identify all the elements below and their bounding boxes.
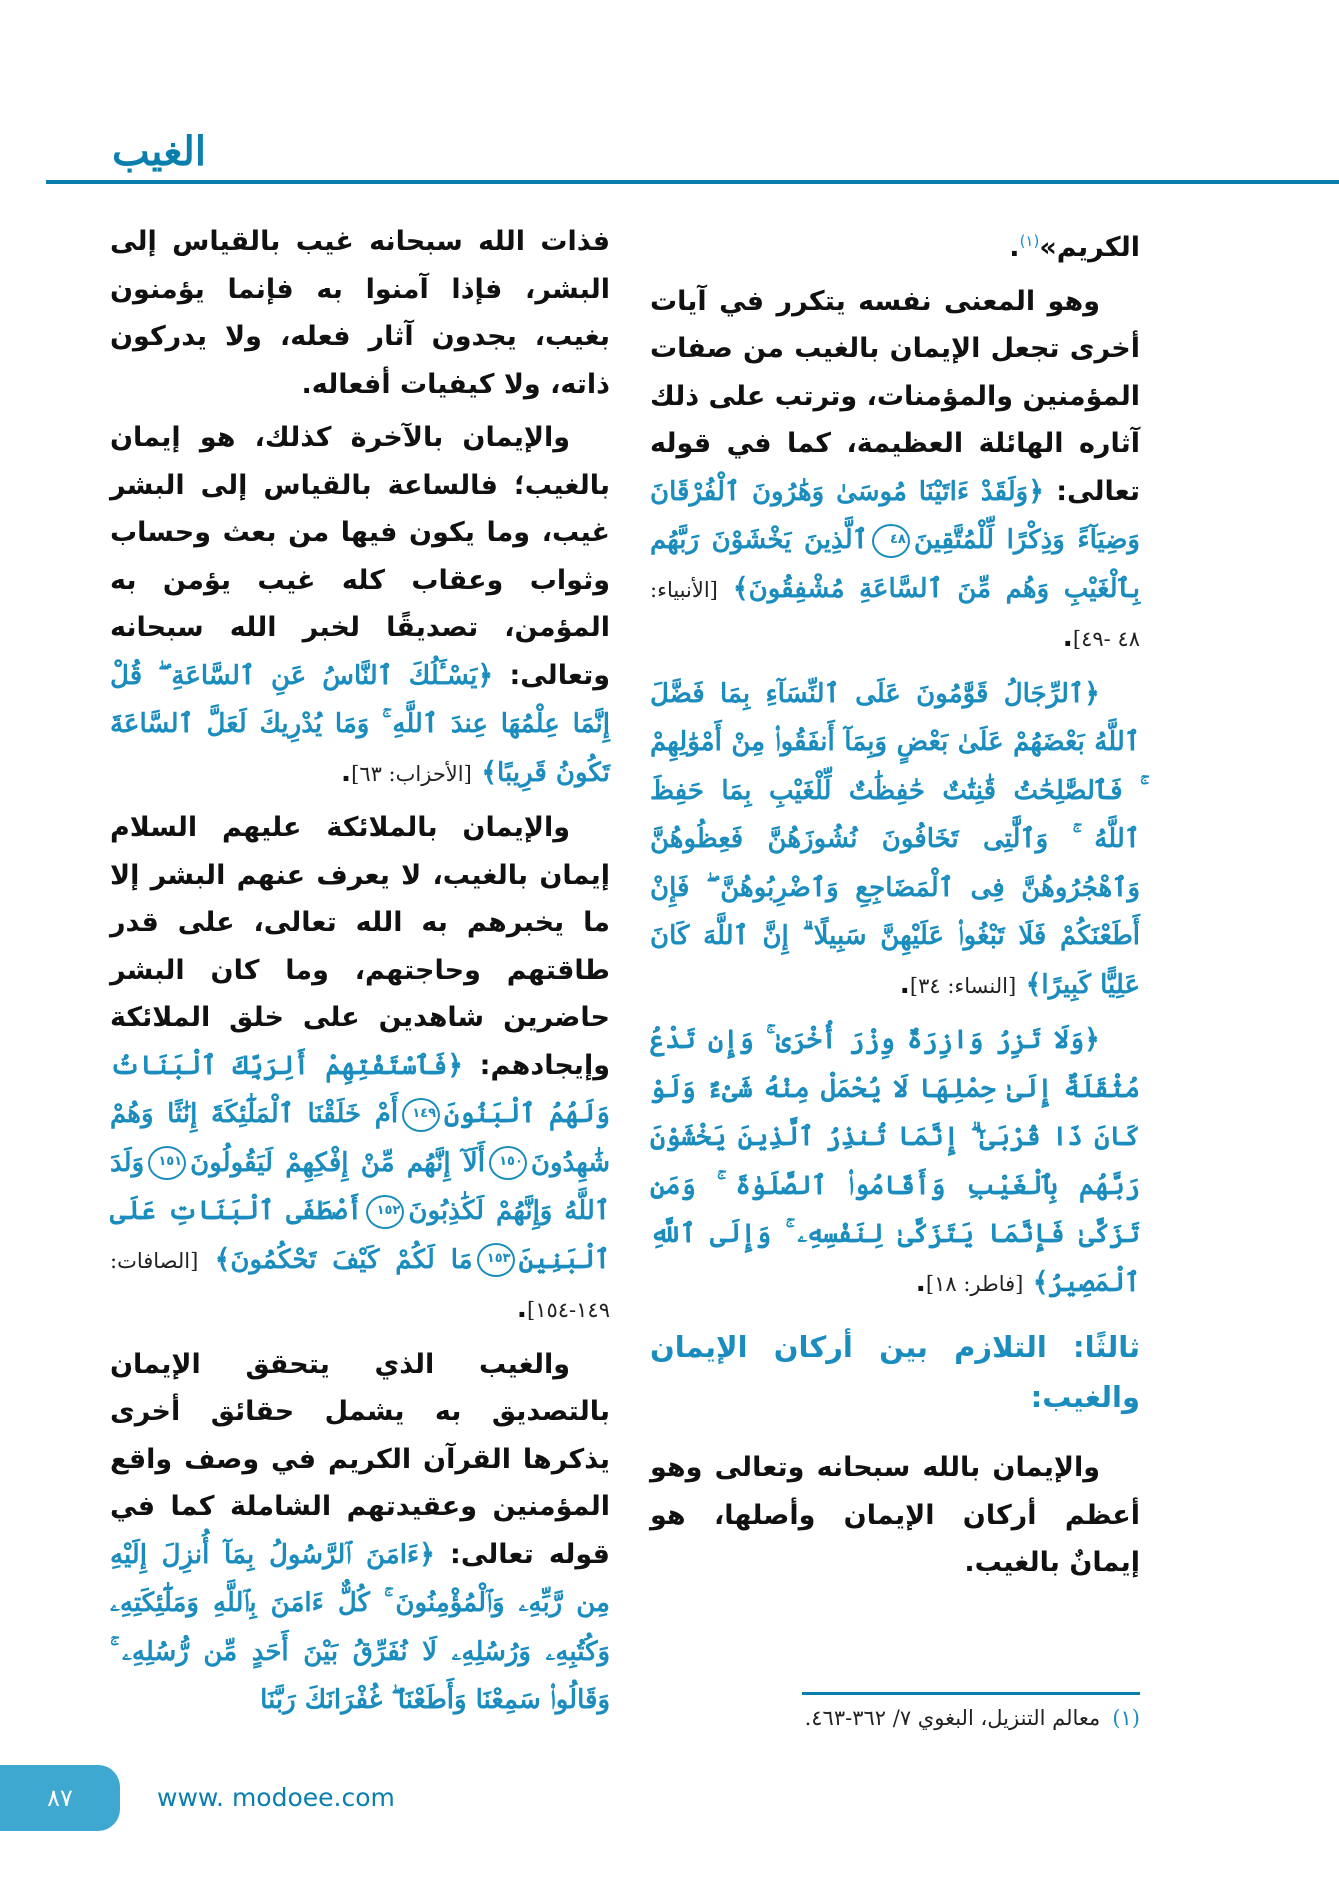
ornate-bracket-open-icon: ﴿ [1084, 1024, 1100, 1055]
paragraph [110, 414, 610, 798]
page-number-badge: ٨٧ [0, 1765, 120, 1831]
ayah-number-marker: ١٥٢ [366, 1195, 404, 1229]
ayah-number-marker: ١٥١ [148, 1146, 186, 1180]
ornate-bracket-close-icon: ﴾ [1025, 968, 1042, 1000]
quran-verse: أَمْ خَلَقْنَا ٱلْمَلَٰٓئِكَةَ إِنَٰثًا وَهُمْ شَٰهِدُونَ [110, 1099, 610, 1178]
period: . [899, 968, 910, 1000]
footnote-text: معالم التنزيل، البغوي ٧/ ٣٦٢-٤٦٣. [804, 1706, 1101, 1730]
ornate-bracket-open-icon: ﴿ [1028, 475, 1045, 507]
header-divider [46, 180, 1339, 184]
verse-reference: [الصافات: ١٤٩-١٥٤] [110, 1248, 610, 1322]
verse-reference: [النساء: ٣٤] [909, 973, 1017, 998]
left-column [110, 218, 610, 1731]
ornate-bracket-close-icon: ﴾ [481, 756, 498, 788]
paragraph-text: والإيمان بالملائكة عليهم السلام إيمان بالغيب، لا يعرف عنهم البشر إلا ما يخبرهم به الله تعالى، على قدر طاقتهم وحاجتهم، وما كان البشر حاضرين شاهدين على خلق الملائكة وإيجادهم: [110, 812, 610, 1081]
ornate-bracket-close-icon: ﴾ [732, 572, 749, 604]
quran-verse: ٱلرِّجَالُ قَوَّٰمُونَ عَلَى ٱلنِّسَآءِ بِمَا فَضَّلَ ٱللَّهُ بَعْضَهُمْ عَلَىٰ بَعْضٍ وَبِمَآ أَنفَقُوا۟ مِنْ أَمْوَٰلِهِمْ ۚ فَٱلصَّٰلِحَٰتُ قَٰنِتَٰتٌ حَٰفِظَٰتٌ لِّلْغَيْبِ بِمَا حَفِظَ ٱللَّهُ ۚ وَٱلَّٰتِى تَخَافُونَ نُشُوزَهُنَّ فَعِظُوهُنَّ وَٱهْجُرُوهُنَّ فِى ٱلْمَضَاجِعِ وَٱضْرِبُوهُنَّ ۖ فَإِنْ أَطَعْنَكُمْ فَلَا تَبْغُوا۟ عَلَيْهِنَّ سَبِيلًا ۗ إِنَّ ٱللَّهَ كَانَ عَلِيًّا كَبِيرًا [650, 678, 1140, 1000]
ayah-number-marker: ٤٨ [872, 524, 910, 558]
verse-reference: [الأنبياء: ٤٨ -٤٩] [650, 577, 1140, 651]
verse-reference: [فاطر: ١٨] [925, 1271, 1024, 1296]
ayah-number-marker: ١٥٣ [477, 1243, 515, 1277]
quran-verse: وَلَا تَزِرُ وَازِرَةٌ وِزْرَ أُخْرَىٰ ۚ وَإِن تَدْعُ مُثْقَلَةٌ إِلَىٰ حِمْلِهَا لَا يُحْمَلْ مِنْهُ شَىْءٌ وَلَوْ كَانَ ذَا قُرْبَىٰٓ ۗ إِنَّمَا تُنذِرُ ٱلَّذِينَ يَخْشَوْنَ رَبَّهُم بِٱلْغَيْبِ وَأَقَامُوا۟ ٱلصَّلَوٰةَ ۚ وَمَن تَزَكَّىٰ فَإِنَّمَا يَتَزَكَّىٰ لِنَفْسِهِۦ ۚ وَإِلَى ٱللَّهِ ٱلْمَصِيرُ [650, 1025, 1140, 1298]
paragraph [650, 218, 1140, 272]
quran-verse: فَٱسْتَفْتِهِمْ أَلِرَبِّكَ ٱلْبَنَاتُ وَلَهُمُ ٱلْبَنُونَ [110, 1050, 610, 1129]
paragraph [650, 670, 1140, 1011]
paragraph: والإيمان بالله سبحانه وتعالى وهو أعظم أركان الإيمان وأصلها، هو إيمانٌ بالغيب. [650, 1452, 1140, 1578]
ornate-bracket-close-icon: ﴾ [214, 1243, 231, 1275]
ornate-bracket-close-icon: ﴾ [1032, 1266, 1049, 1298]
verse-reference: [الأحزاب: ٦٣] [351, 761, 472, 786]
ayah-number-marker: ١٤٩ [402, 1098, 440, 1132]
ayah-number-marker: ١٥٠ [489, 1146, 527, 1180]
period: . [340, 756, 352, 788]
section-heading: ثالثًا: التلازم بين أركان الإيمان والغيب: [650, 1330, 1140, 1414]
period: . [516, 1293, 527, 1324]
paragraph [110, 1341, 610, 1725]
page-header-title: الغيب [112, 128, 206, 175]
footnote-reference[interactable]: (١) [1019, 232, 1040, 250]
paragraph-text: وهو المعنى نفسه يتكرر في آيات أخرى تجعل الإيمان بالغيب من صفات المؤمنين والمؤمنات، وترتب على ذلك آثاره الهائلة العظيمة، كما في قوله تعالى: [650, 285, 1140, 507]
period: . [1062, 622, 1073, 653]
quran-verse: وَلَقَدْ ءَاتَيْنَا مُوسَىٰ وَهَٰرُونَ ٱلْفُرْقَانَ وَضِيَآءً وَذِكْرًا لِّلْمُتَّقِينَ [650, 476, 1140, 555]
quran-verse: أَصْطَفَى ٱلْبَنَاتِ عَلَى ٱلْبَنِينَ [110, 1196, 610, 1275]
footnote [650, 1706, 1140, 1730]
ornate-bracket-open-icon: ﴿ [447, 1049, 464, 1081]
paragraph [110, 804, 610, 1335]
paragraph-text: الكريم» [1039, 232, 1140, 263]
ornate-bracket-open-icon: ﴿ [477, 659, 494, 691]
paragraph [650, 278, 1140, 664]
ornate-bracket-open-icon: ﴿ [419, 1538, 435, 1570]
period: . [915, 1266, 926, 1298]
paragraph-text: والإيمان بالآخرة كذلك، هو إيمان بالغيب؛ فالساعة بالقياس إلى البشر غيب، وما يكون فيها من بعث وحساب وثواب وعقاب كله غيب يؤمن به المؤمن، تصديقًا لخبر الله سبحانه وتعالى: [110, 422, 610, 691]
quran-verse: ءَامَنَ ٱلرَّسُولُ بِمَآ أُنزِلَ إِلَيْهِ مِن رَّبِّهِۦ وَٱلْمُؤْمِنُونَ ۚ كُلٌّ ءَامَنَ بِٱللَّهِ وَمَلَٰٓئِكَتِهِۦ وَكُتُبِهِۦ وَرُسُلِهِۦ لَا نُفَرِّقُ بَيْنَ أَحَدٍ مِّن رُّسُلِهِۦ ۚ وَقَالُوا۟ سَمِعْنَا وَأَطَعْنَا ۖ غُفْرَانَكَ رَبَّنَا [110, 1539, 610, 1715]
ornate-bracket-open-icon: ﴿ [1084, 677, 1100, 709]
quran-verse: ٱلَّذِينَ يَخْشَوْنَ رَبَّهُم بِٱلْغَيْبِ وَهُم مِّنَ ٱلسَّاعَةِ مُشْفِقُونَ [650, 525, 1141, 604]
right-column [650, 218, 1140, 1593]
quran-verse: أَلَآ إِنَّهُم مِّنْ إِفْكِهِمْ لَيَقُولُونَ [190, 1147, 485, 1178]
footnote-number: (١) [1112, 1706, 1140, 1730]
quran-verse: مَا لَكُمْ كَيْفَ تَحْكُمُونَ [230, 1244, 473, 1275]
paragraph-text: والغيب الذي يتحقق الإيمان بالتصديق به يشمل حقائق أخرى يذكرها القرآن الكريم في وصف واقع المؤمنين وعقيدتهم الشاملة كما في قوله تعالى: [110, 1348, 610, 1570]
website-link[interactable]: www. modoee.com [157, 1783, 395, 1812]
footnote-divider [802, 1692, 1140, 1695]
quran-verse: يَسْـَٔلُكَ ٱلنَّاسُ عَنِ ٱلسَّاعَةِ ۖ قُلْ إِنَّمَا عِلْمُهَا عِندَ ٱللَّهِ ۚ وَمَا يُدْرِيكَ لَعَلَّ ٱلسَّاعَةَ تَكُونُ قَرِيبًا [110, 660, 610, 788]
paragraph: فذات الله سبحانه غيب بالقياس إلى البشر، فإذا آمنوا به فإنما يؤمنون بغيب، يجدون آثار فعله، ولا يدركون ذاته، ولا كيفيات أفعاله. [110, 226, 610, 400]
period: . [1009, 232, 1020, 263]
quran-verse: وَلَدَ ٱللَّهُ وَإِنَّهُمْ لَكَٰذِبُونَ [110, 1147, 610, 1226]
paragraph [650, 1016, 1140, 1308]
